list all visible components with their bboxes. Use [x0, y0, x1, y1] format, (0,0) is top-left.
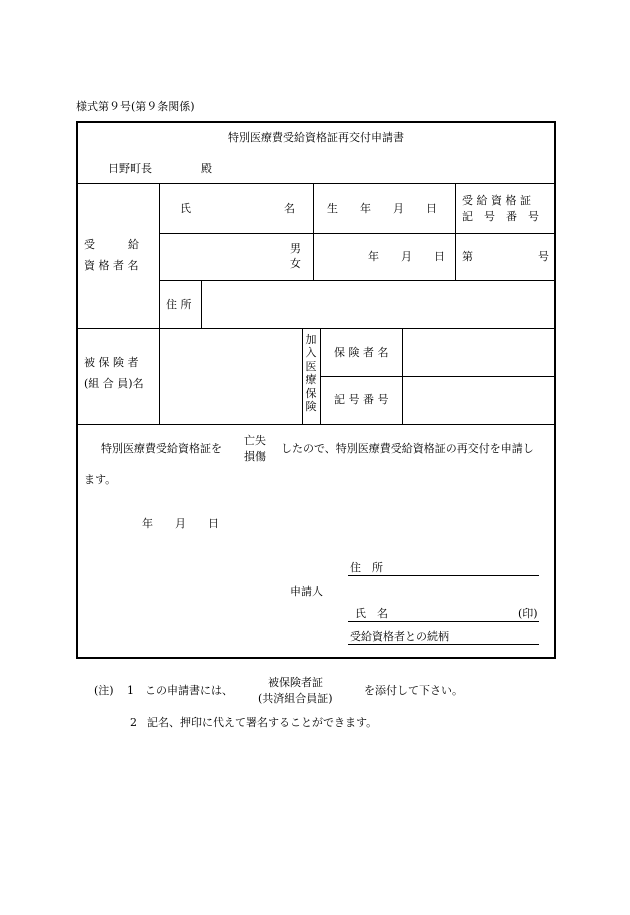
applicant-name-line	[348, 621, 539, 622]
note1-option-insured-card: 被保険者証	[268, 676, 323, 689]
rule-header	[77, 183, 555, 184]
rule-cert-column	[455, 183, 456, 280]
col-cert-label-1: 受 給 資 格 証	[462, 194, 531, 207]
form-title: 特別医療費受給資格証再交付申請書	[228, 131, 404, 144]
applicant-name-label: 氏 名	[355, 607, 388, 620]
sex-female: 女	[290, 257, 301, 270]
symbol-number-label: 記 号 番 号	[334, 393, 389, 406]
col-name-label-1: 氏	[180, 202, 191, 215]
rule-birth-column	[313, 183, 314, 280]
relation-line	[348, 644, 539, 645]
recipient-label-line1: 受 給	[84, 238, 139, 251]
sex-male: 男	[290, 242, 301, 255]
rule-insurer-value	[402, 328, 403, 424]
addressee: 日野町長	[108, 162, 152, 175]
relation-label: 受給資格者との続柄	[350, 630, 449, 643]
statement-part2: したので、特別医療費受給資格証の再交付を申請し	[281, 442, 534, 455]
note1-text-a: この申請書には、	[145, 684, 233, 697]
honorific: 殿	[201, 162, 212, 175]
statement-part1: 特別医療費受給資格証を	[101, 442, 222, 455]
col-cert-label-2: 記 号 番 号	[462, 210, 539, 223]
rule-sex-row	[159, 280, 555, 281]
application-date: 年 月 日	[142, 517, 219, 530]
statement-option-damaged: 損傷	[244, 450, 266, 463]
insured-label-line1: 被 保 険 者	[84, 356, 139, 369]
note-prefix: (注)	[94, 684, 114, 697]
note2-number: 2	[130, 716, 137, 729]
note1-text-b: を添付して下さい。	[364, 684, 463, 697]
rule-insurance-right	[320, 328, 321, 424]
col-birth-label: 生 年 月 日	[327, 202, 437, 215]
cert-number-suffix: 号	[538, 250, 549, 263]
statement-continuation: ます。	[84, 473, 117, 486]
insurance-vertical-label: 加入医療保険	[305, 333, 317, 414]
cert-number-prefix: 第	[462, 250, 473, 263]
rule-address-label	[201, 280, 202, 328]
rule-name-row	[159, 233, 555, 234]
applicant-label: 申請人	[290, 585, 323, 598]
address-label: 住 所	[166, 298, 192, 311]
applicant-address-line	[348, 575, 539, 576]
col-name-label-2: 名	[284, 202, 295, 215]
note2-text: 記名、押印に代えて署名することができます。	[147, 716, 378, 729]
seal-mark: (印)	[518, 607, 538, 620]
rule-address-row	[77, 328, 555, 329]
rule-insurer-row	[320, 376, 555, 377]
insurer-label: 保 険 者 名	[334, 346, 389, 359]
rule-insurance-left	[302, 328, 303, 424]
recipient-label-line2: 資 格 者 名	[84, 259, 139, 272]
insured-label-line2: (組 合 員)名	[84, 377, 144, 390]
rule-left-column	[159, 183, 160, 424]
birth-date-format: 年 月 日	[368, 250, 445, 263]
statement-option-lost: 亡失	[244, 434, 266, 447]
note1-option-mutual-card: (共済組合員証)	[258, 692, 333, 705]
rule-insured-section	[77, 424, 555, 425]
note1-number: 1	[127, 684, 134, 697]
form-number: 様式第９号(第９条関係)	[76, 100, 195, 113]
applicant-address-label: 住 所	[350, 561, 383, 574]
